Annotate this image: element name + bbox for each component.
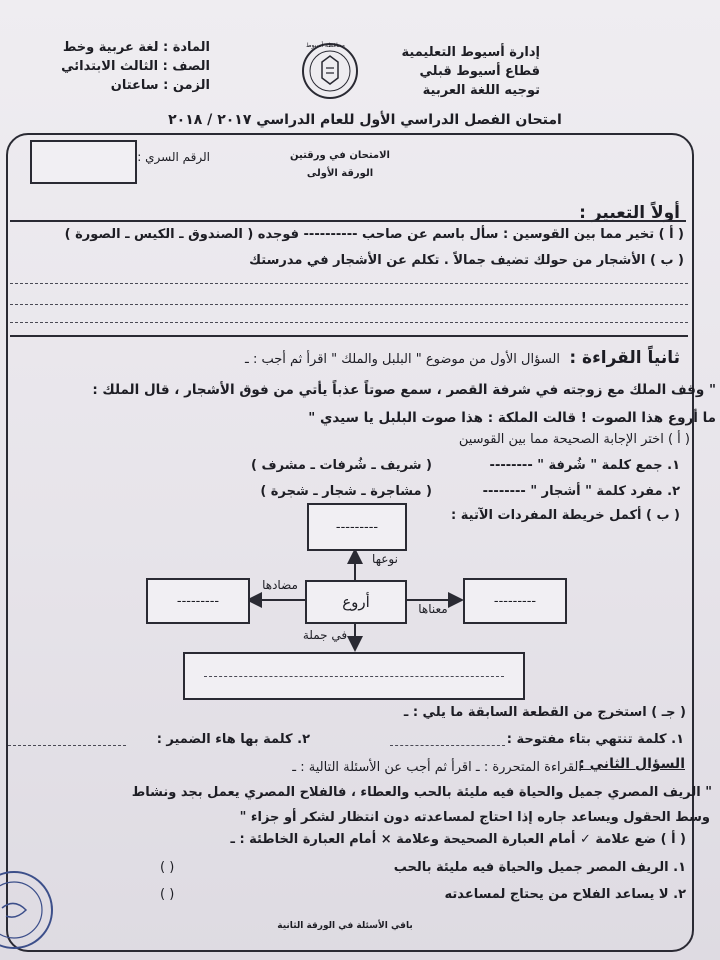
header-supervision: توجيه اللغة العربية — [422, 83, 540, 98]
reading-passage-line: " وقف الملك مع زوجته في شرفة القصر ، سمع صوتاً عذباً يأتي من فوق الأشجار ، قال الملك : — [92, 382, 716, 398]
c2-answer-line — [8, 745, 126, 746]
a2-options: ( مشاجرة ـ شجار ـ شجرة ) — [260, 484, 432, 499]
statement-2: ٢. لا يساعد الفلاح من يحتاج لمساعدته — [444, 887, 686, 902]
header-directorate: إدارة أسيوط التعليمية — [401, 45, 540, 60]
header-sector: قطاع أسيوط قبلي — [419, 64, 540, 79]
map-box-sentence — [183, 652, 525, 700]
a1-options: ( شريف ـ شُرفات ـ مشرف ) — [251, 458, 432, 473]
c2-prompt: ٢. كلمة بها هاء الضمير : — [156, 732, 310, 747]
part-c-heading: ( جـ ) استخرج من القطعة السابقة ما يلي : ـ — [403, 705, 686, 720]
map-box-meaning: --------- — [463, 578, 567, 624]
header-grade: الصف : الثالث الابتدائي — [61, 59, 210, 74]
reading-passage-line: ما أروع هذا الصوت ! قالت الملكة : هذا صوت البلبل يا سيدي " — [308, 410, 716, 426]
statement-1: ١. الريف المصر جميل والحياة فيه مليئة بالحب — [393, 860, 686, 875]
question2-intro: القراءة المتحررة : ـ اقرأ ثم أجب عن الأسئلة التالية : ـ — [292, 760, 582, 775]
map-box-opposite: --------- — [146, 578, 250, 624]
two-papers-note: الامتحان في ورقتين — [290, 150, 390, 161]
c1-prompt: ١. كلمة تنتهي بتاء مفتوحة : — [506, 732, 684, 747]
section2-title: ثانياً القراءة : — [569, 348, 680, 368]
question2-part-a: ( أ ) ضع علامة ✓ أمام العبارة الصحيحة وعلامة × أمام العبارة الخاطئة : ـ — [230, 832, 686, 847]
footer-note: باقي الأسئلة في الورقة الثانية — [277, 921, 413, 931]
question1-intro: السؤال الأول من موضوع " البلبل والملك " اقرأ ثم أجب : ـ — [245, 352, 560, 367]
section1-question-a: ( أ ) تخير مما بين القوسين : سأل باسم عن صاحب ---------- فوجده ( الصندوق ـ الكيس ـ الصورة ) — [64, 227, 684, 242]
statement-2-answer: ( ) — [160, 887, 175, 902]
a1-question: ١. جمع كلمة " شُرفة " -------- — [489, 458, 680, 473]
official-stamp — [0, 868, 56, 952]
header-time: الزمن : ساعتان — [110, 78, 210, 93]
part-a-heading: ( أ ) اختر الإجابة الصحيحة مما بين القوسين — [458, 432, 690, 447]
map-label-opposite: مضادها — [262, 578, 298, 592]
question2-passage-line: وسط الحقول ويساعد جاره إذا احتاج لمساعدته دون انتظار لشكر أو جزاء " — [239, 810, 710, 825]
section1-question-b: ( ب ) الأشجار من حولك تضيف جمالاً . تكلم عن الأشجار في مدرستك — [249, 253, 684, 268]
c1-answer-line — [390, 745, 505, 746]
map-box-type: --------- — [307, 503, 407, 551]
part-b-heading: ( ب ) أكمل خريطة المفردات الآتية : — [451, 508, 680, 523]
map-label-sentence: في جملة — [302, 628, 348, 642]
first-paper-note: الورقة الأولى — [306, 168, 374, 179]
statement-1-answer: ( ) — [160, 860, 175, 875]
section1-title: أولاً التعبير : — [579, 203, 680, 223]
secret-number-label: الرقم السري : — [137, 150, 210, 164]
map-label-meaning: معناها — [418, 602, 448, 616]
question2-title: السؤال الثاني : — [579, 756, 685, 772]
a2-question: ٢. مفرد كلمة " أشجار " -------- — [482, 484, 680, 499]
map-box-center: أروع — [305, 580, 407, 624]
map-label-type: نوعها — [372, 552, 398, 566]
question2-passage-line: " الريف المصري جميل والحياة فيه مليئة بالحب والعطاء ، فالفلاح المصري يعمل بجد ونشاط — [131, 785, 712, 800]
header-subject: المادة : لغة عربية وخط — [62, 40, 210, 55]
exam-title: امتحان الفصل الدراسي الأول للعام الدراسي ٢٠١٧ / ٢٠١٨ — [168, 112, 562, 128]
seal-text: محافظة أسيوط — [306, 42, 345, 49]
